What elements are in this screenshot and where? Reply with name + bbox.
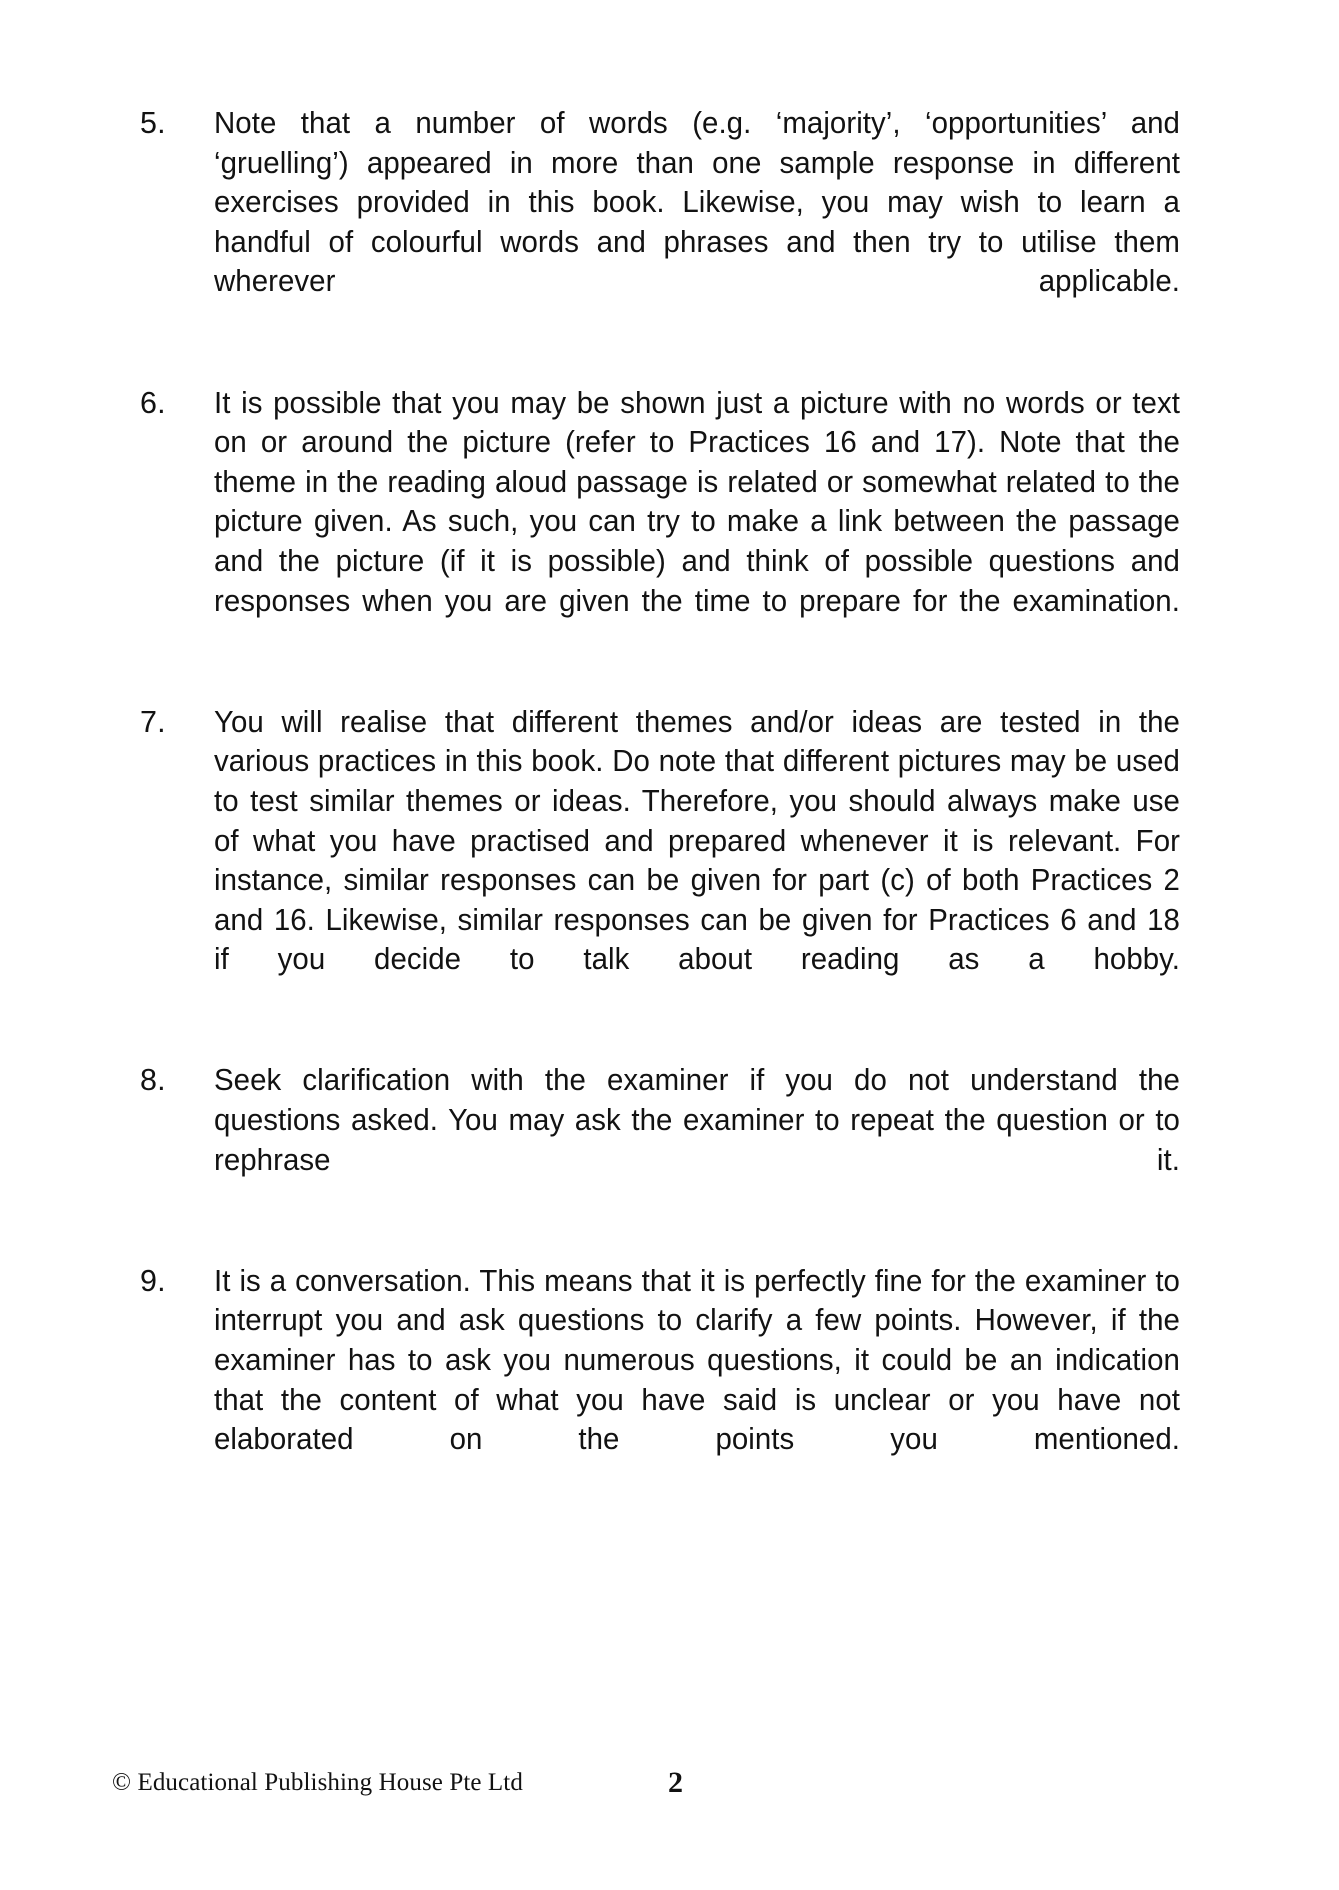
list-item-text: It is a conversation. This means that it is perfectly fine for the examiner to interrupt you and ask questions to clarify a few points. However, if the examiner has to ask you numerous questions, it could be an indication that the content of what you have said is unclear or you have not elaborated on the points you mentioned. [214,1263,1180,1457]
list-item-number: 9. [140,1263,166,1298]
list-item-text: It is possible that you may be shown just a picture with no words or text on or around the picture (refer to Practices 16 and 17). Note that the theme in the reading aloud passage is related or somewhat related to the picture given. As such, you can try to make a link between the passage and the picture (if it is possible) and think of possible questions and responses when you are given the time to prepare for the examination. [214,385,1180,618]
list-item [140,1061,1215,1219]
list-item-text: You will realise that different themes and/or ideas are tested in the various practices in this book. Do note that different pictures may be used to test similar themes or ideas. Therefore, you should always make use of what you have practised and prepared whenever it is relevant. For instance, similar responses can be given for part (c) of both Practices 2 and 16. Likewise, similar responses can be given for Practices 6 and 18 if you decide to talk about reading as a hobby. [214,704,1180,977]
list-item-text: Note that a number of words (e.g. ‘majority’, ‘opportunities’ and ‘gruelling’) appeared in more than one sample response in different exercises provided in this book. Likewise, you may wish to learn a handful of colourful words and phrases and then try to utilise them wherever applicable. [214,106,1180,299]
page-number: 2 [668,1766,683,1799]
numbered-list [140,104,1215,1499]
list-item-number: 8. [140,1063,166,1098]
page-footer [0,1767,1339,1807]
list-item [140,703,1215,1020]
list-item [140,104,1215,342]
list-item-number: 7. [140,704,166,739]
list-item-number: 6. [140,385,166,420]
list-item-text: Seek clarification with the examiner if you do not understand the questions asked. You may ask the examiner to repeat the question or to rephrase it. [214,1063,1180,1177]
list-item [140,1262,1215,1500]
list-item-number: 5. [140,106,166,140]
list-item [140,384,1215,661]
copyright-notice: © Educational Publishing House Pte Ltd [112,1769,523,1796]
